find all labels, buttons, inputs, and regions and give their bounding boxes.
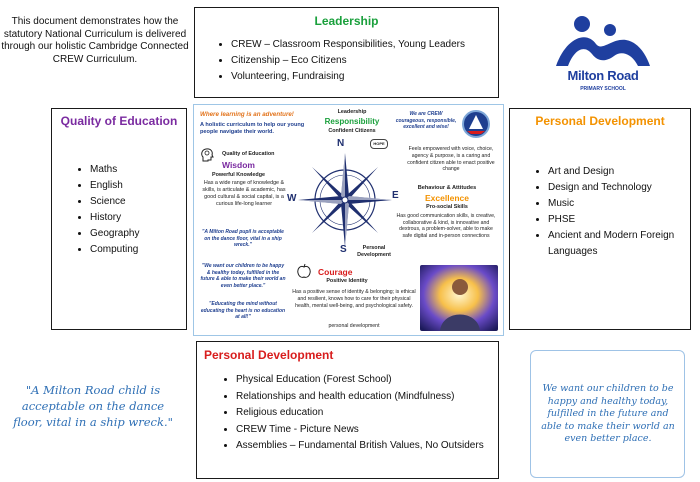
courage-text: Has a positive sense of identity & belonging; is ethical and resilient, knows how to care for their physical health, mental well-being, and psychological safety. — [292, 289, 416, 309]
list-item: • Relationships and health education (Mindfulness) — [236, 389, 498, 406]
logo-name: Milton Road — [567, 68, 639, 83]
list-item: • CREW Time - Picture News — [236, 422, 498, 439]
list-item: • Citizenship – Eco Citizens — [231, 53, 498, 69]
crew-badge-icon — [459, 109, 493, 139]
prosocial-skills: Pro-social Skills — [426, 204, 468, 210]
confident-citizens: Confident Citizens — [328, 128, 376, 134]
crew-badge — [459, 109, 493, 139]
empowered-text: Feels empowered with voice, choice, agency & purpose, is a caring and confident citizen able to enact positive change — [407, 146, 495, 173]
apple-icon — [297, 263, 311, 279]
quality-list — [52, 162, 186, 258]
intro-text: This document demonstrates how the statutory National Curriculum is delivered through our holistic Cambridge Connected CREW Curriculum. — [1, 16, 189, 65]
personal-right-list — [510, 164, 690, 260]
compass-n: N — [337, 138, 345, 149]
pd-heading: Personal Development — [357, 245, 391, 258]
apple-icon-svg — [297, 263, 311, 279]
quality-of-education-box — [51, 108, 187, 330]
crew-text: We are CREW courageous, responsible, excellent and wise! — [395, 111, 457, 130]
quote-2: "We want our children to be happy & healthy today, fulfilled in the future & able to make their world an even better place." — [200, 263, 286, 289]
qoe-heading: Quality of Education — [222, 151, 275, 157]
list-item: • Design and Technology — [548, 180, 682, 196]
list-item: • English — [90, 178, 186, 194]
school-logo — [548, 10, 658, 98]
list-item: • Assemblies – Fundamental British Values, No Outsiders — [236, 438, 498, 455]
list-item: • Maths — [90, 162, 186, 178]
curriculum-compass-panel — [193, 104, 504, 336]
quote-right: We want our children to be happy and healthy today, fulfilled in the future and able to make their world an even better place. — [541, 383, 675, 444]
wisdom-text: Has a wide range of knowledge & skills, is articulate & academic, has good cultural & social capital, is a curious life-long learner — [202, 180, 286, 207]
list-item: • Volunteering, Fundraising — [231, 69, 498, 85]
compass-rose — [290, 145, 400, 255]
personal-bottom-title: Personal Development — [204, 348, 334, 362]
powerful-knowledge: Powerful Knowledge — [212, 172, 266, 178]
courage-heading: Courage — [318, 267, 353, 277]
list-item: • Music — [548, 196, 682, 212]
list-item: • Ancient and Modern Foreign Languages — [548, 228, 682, 260]
quality-title: Quality of Education — [60, 114, 178, 128]
compass-w: W — [287, 193, 297, 204]
leadership-title: Leadership — [314, 14, 379, 28]
school-logo-icon — [548, 10, 658, 70]
leadership-box — [194, 7, 499, 98]
pd-footer: personal development — [328, 323, 380, 329]
quote-1: "A Milton Road pupil is acceptable on the dance floor, vital in a ship wreck." — [202, 229, 284, 249]
personal-development-bottom-box — [196, 341, 499, 479]
center-intro: A holistic curriculum to help our young people navigate their world. — [200, 122, 305, 135]
tagline: Where learning is an adventure! — [200, 111, 294, 118]
personal-development-right-box — [509, 108, 691, 330]
compass-rose-icon — [290, 145, 400, 255]
list-item: • History — [90, 210, 186, 226]
quote-left: "A Milton Road child is acceptable on the dance floor, vital in a ship wreck." — [13, 383, 173, 429]
list-item: • Geography — [90, 226, 186, 242]
list-item: • CREW – Classroom Responsibilities, Young Leaders — [231, 37, 498, 53]
wisdom-heading: Wisdom — [222, 160, 255, 170]
list-item: • Science — [90, 194, 186, 210]
positive-identity: Positive Identity — [326, 278, 368, 284]
behaviour-heading: Behaviour & Attitudes — [417, 185, 477, 191]
compass-e: E — [392, 190, 399, 201]
list-item: • Art and Design — [548, 164, 682, 180]
head-brain-icon-svg — [200, 147, 214, 163]
list-item: • PHSE — [548, 212, 682, 228]
personal-bottom-list — [197, 372, 498, 455]
leadership-heading: Leadership — [337, 109, 367, 115]
hope-label: HOPE — [373, 141, 385, 146]
logo-subtitle: PRIMARY SCHOOL — [580, 86, 626, 92]
quote-3: "Educating the mind without educating the heart is no education at all!" — [200, 301, 286, 321]
responsibility-heading: Responsibility — [324, 117, 380, 126]
leadership-list — [195, 37, 498, 85]
child-meditation-image-svg — [420, 265, 498, 331]
list-item: • Computing — [90, 242, 186, 258]
list-item: • Physical Education (Forest School) — [236, 372, 498, 389]
excellence-heading: Excellence — [425, 193, 469, 203]
excellence-text: Has good communication skills, is creative, collaborative & kind, is innovative and dextrous, a problem-solver, able to make safe digital and in-person connections — [396, 213, 496, 240]
child-meditation-image — [420, 265, 498, 331]
head-brain-icon — [200, 147, 214, 163]
personal-right-title: Personal Development — [535, 114, 665, 128]
list-item: • Religious education — [236, 405, 498, 422]
compass-s: S — [340, 244, 347, 255]
